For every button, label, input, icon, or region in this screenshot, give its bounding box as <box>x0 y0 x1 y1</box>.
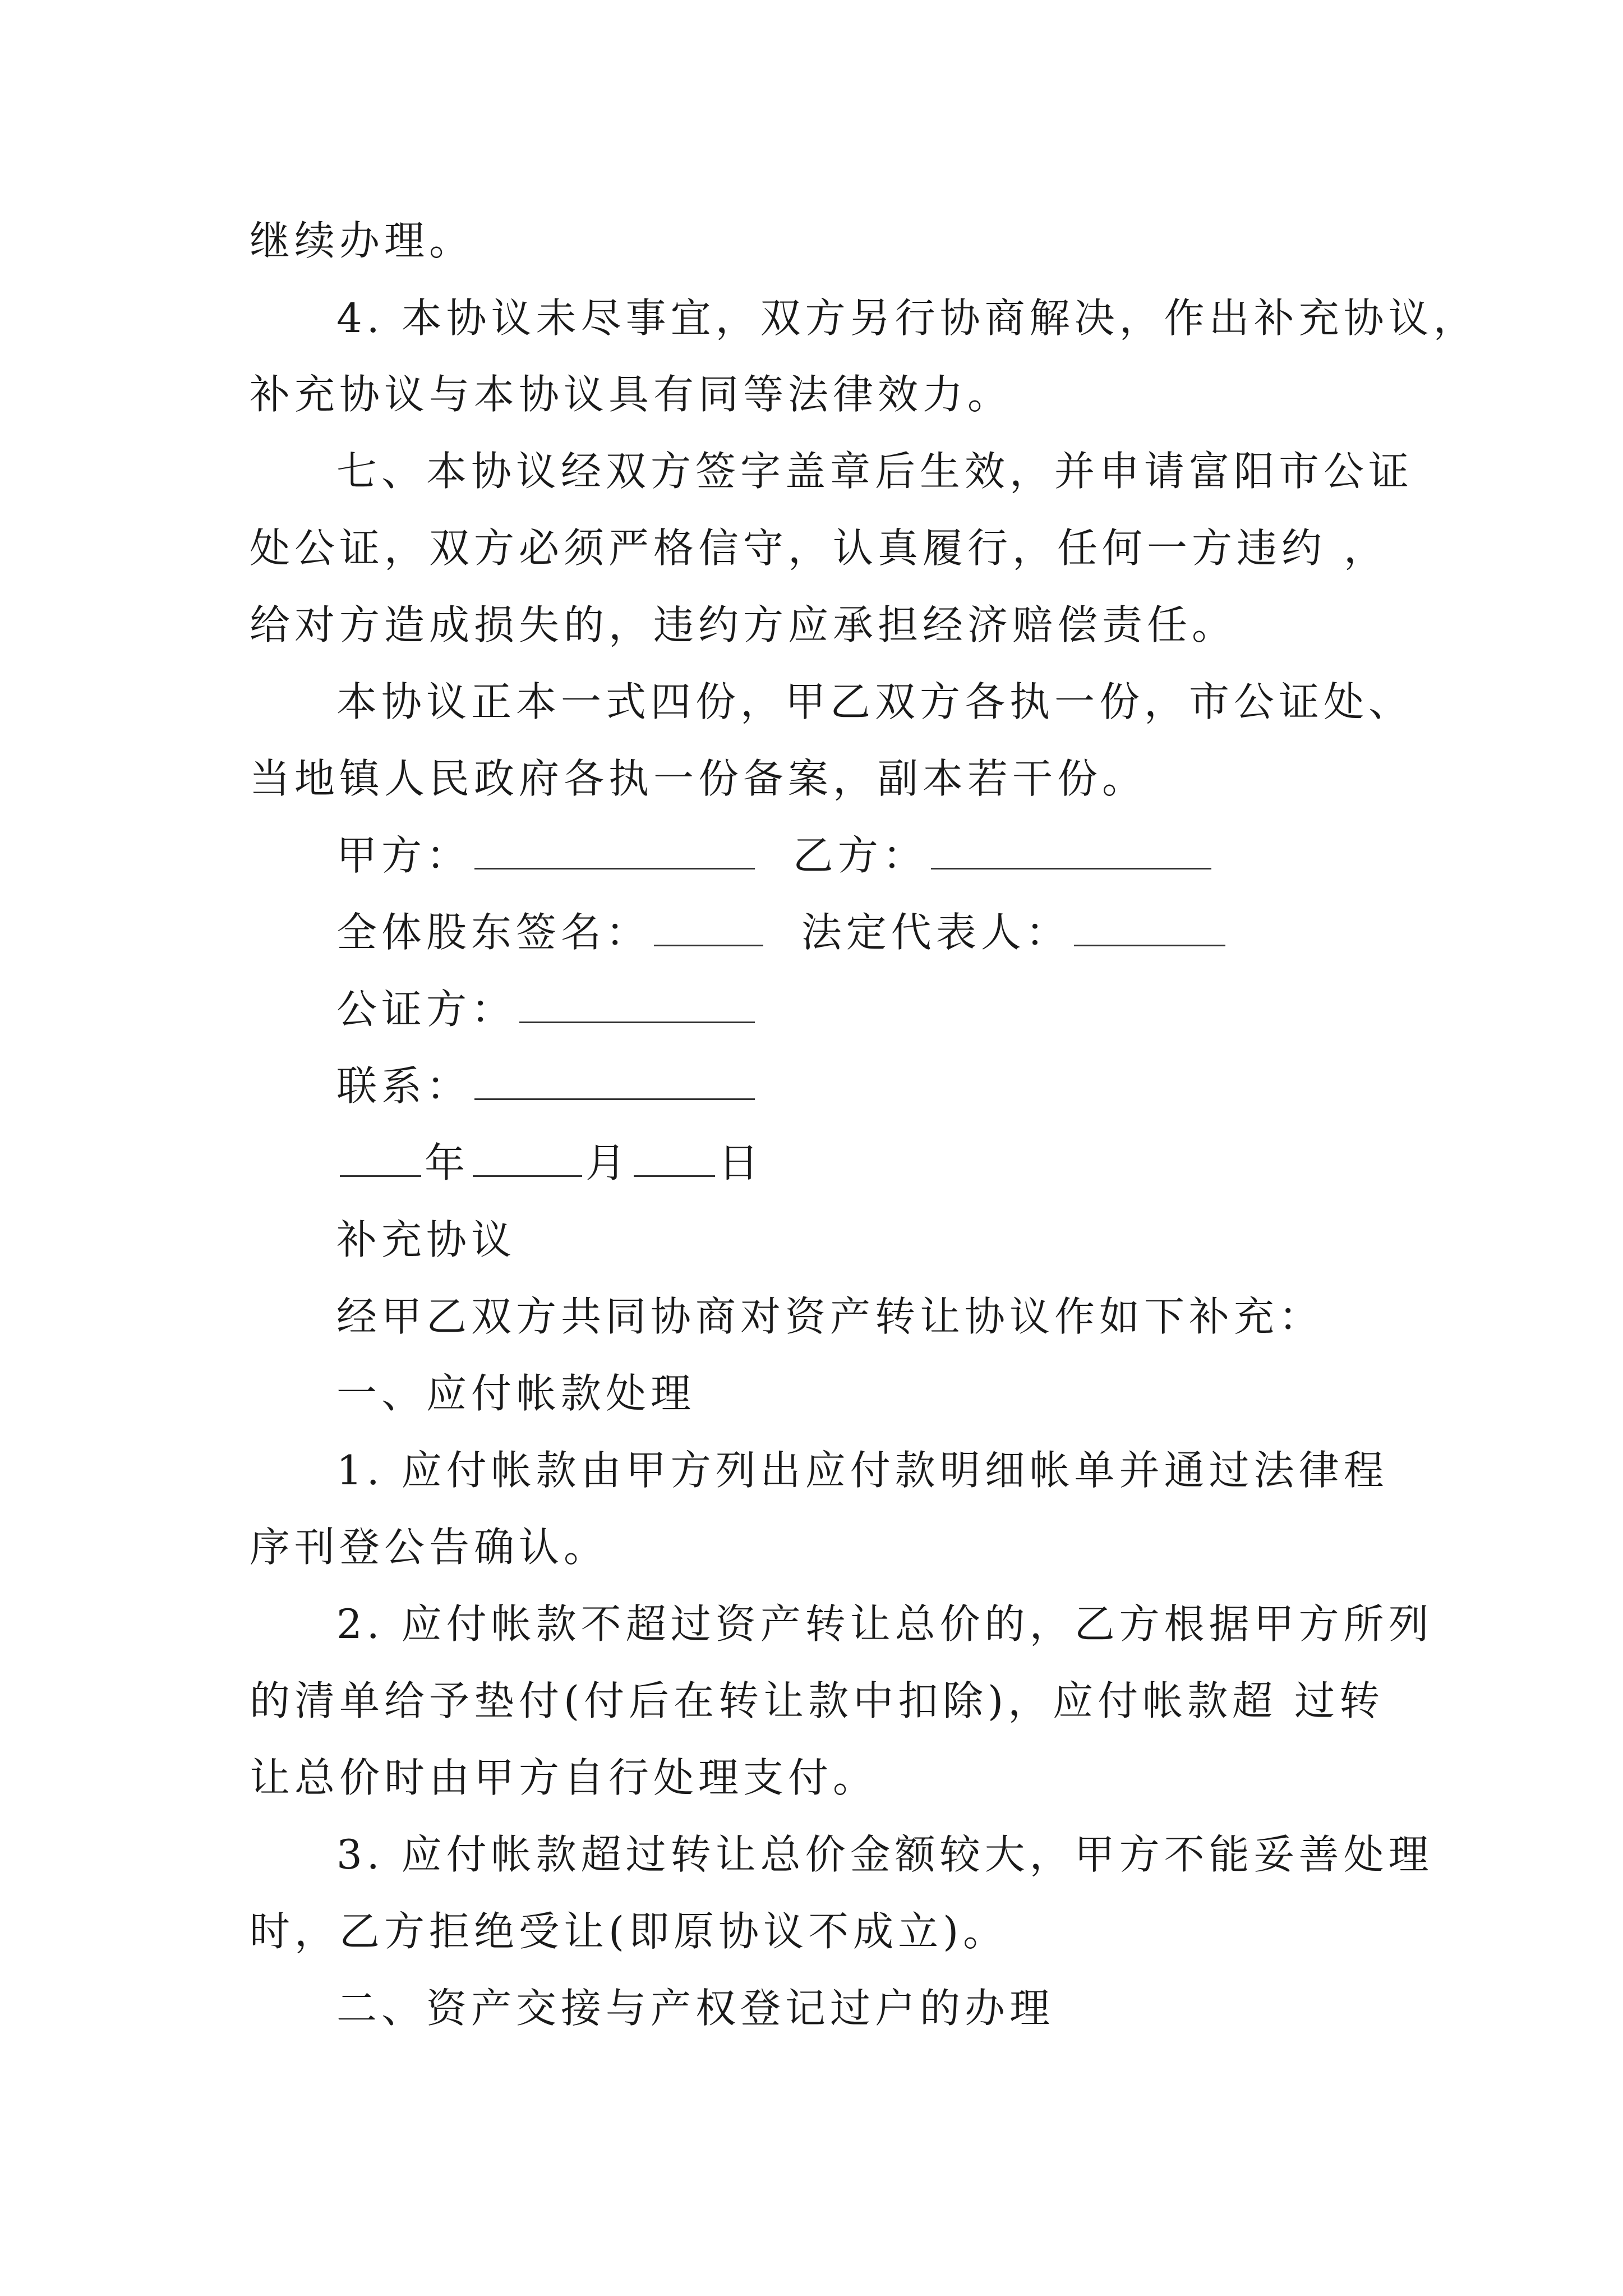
notary-blank <box>519 1019 755 1023</box>
day-label: 日 <box>718 1139 764 1186</box>
year-label: 年 <box>425 1139 470 1186</box>
paragraph-line: 时，乙方拒绝受让(即原协议不成立)。 <box>250 1908 1008 1955</box>
paragraph-line: 的清单给予垫付(付后在转让款中扣除)，应付帐款超 过转 <box>250 1677 1385 1724</box>
shareholders-blank <box>654 942 763 946</box>
paragraph-line: 2. 应付帐款不超过资产转让总价的，乙方根据甲方所列 <box>336 1600 1433 1648</box>
contact-label: 联系： <box>336 1062 472 1110</box>
paragraph-line: 让总价时由甲方自行处理支付。 <box>250 1754 878 1801</box>
signature-row-date <box>336 1139 764 1186</box>
year-blank <box>340 1173 421 1177</box>
paragraph-line: 4. 本协议未尽事宜，双方另行协商解决，作出补充协议， <box>336 295 1478 342</box>
paragraph-line: 当地镇人民政府各执一份备案，副本若干份。 <box>250 755 1147 802</box>
day-blank <box>634 1173 715 1177</box>
paragraph-line: 本协议正本一式四份，甲乙双方各执一份，市公证处、 <box>336 678 1414 725</box>
paragraph-line: 1. 应付帐款由甲方列出应付款明细帐单并通过法律程 <box>336 1447 1389 1494</box>
legal-rep-label: 法定代表人： <box>801 909 1071 956</box>
paragraph-line: 给对方造成损失的，违约方应承担经济赔偿责任。 <box>250 601 1237 648</box>
paragraph-line: 序刊登公告确认。 <box>250 1524 609 1571</box>
signature-row-contact <box>336 1062 758 1110</box>
paragraph-line: 处公证，双方必须严格信守，认真履行，任何一方违约 ， <box>250 524 1389 572</box>
paragraph-line: 3. 应付帐款超过转让总价金额较大，甲方不能妥善处理 <box>336 1831 1433 1878</box>
legal-rep-blank <box>1074 942 1225 946</box>
signature-row-parties <box>336 832 1215 879</box>
signature-row-notary <box>336 986 758 1033</box>
notary-label: 公证方： <box>336 986 517 1033</box>
paragraph-line: 七、本协议经双方签字盖章后生效，并申请富阳市公证 <box>336 448 1414 495</box>
supplement-intro: 经甲乙双方共同协商对资产转让协议作如下补充： <box>336 1293 1324 1340</box>
paragraph-line: 补充协议与本协议具有同等法律效力。 <box>250 371 1013 418</box>
party-b-blank <box>931 866 1211 869</box>
paragraph-line: 继续办理。 <box>250 217 474 264</box>
contact-blank <box>474 1096 755 1100</box>
section-heading: 一、应付帐款处理 <box>336 1370 696 1417</box>
section-heading: 二、资产交接与产权登记过户的办理 <box>336 1985 1055 2032</box>
signature-row-representatives <box>336 909 1229 956</box>
month-blank <box>473 1173 582 1177</box>
party-a-label: 甲方： <box>336 832 472 879</box>
party-a-blank <box>474 866 755 869</box>
supplement-title: 补充协议 <box>336 1216 517 1263</box>
party-b-label: 乙方： <box>792 832 928 879</box>
month-label: 月 <box>585 1139 631 1186</box>
shareholders-label: 全体股东签名： <box>336 909 651 956</box>
